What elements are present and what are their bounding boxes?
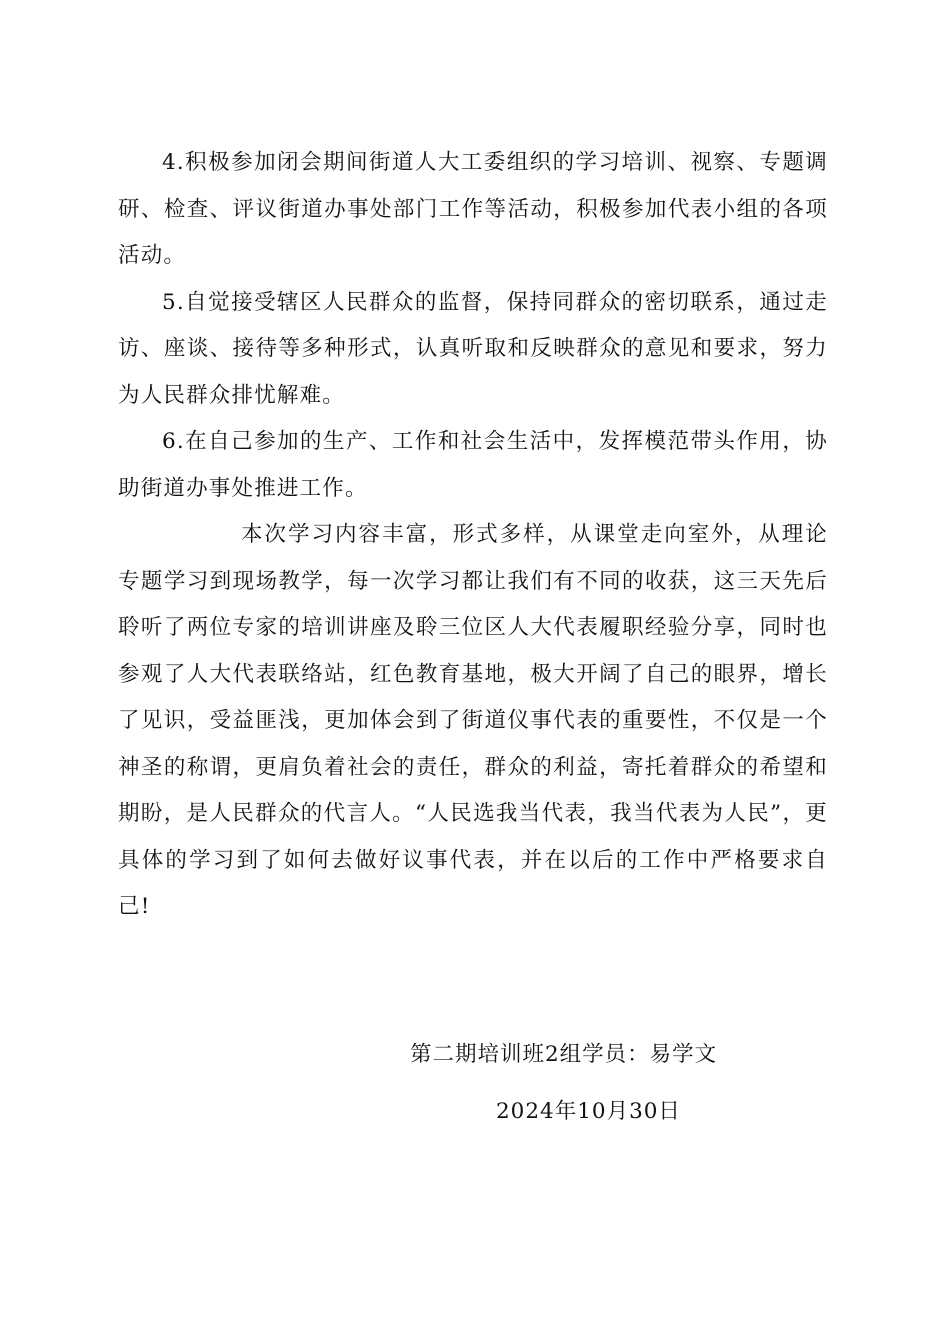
paragraph-item-4: 4.积极参加闭会期间街道人大工委组织的学习培训、视察、专题调研、检查、评议街道办事处部门工作等活动，积极参加代表小组的各项活动。 <box>118 150 828 268</box>
paragraph-item-6: 6.在自己参加的生产、工作和社会生活中，发挥模范带头作用，协助街道办事处推进工作。 <box>118 429 828 501</box>
paragraph-summary: 本次学习内容丰富，形式多样，从课堂走向室外，从理论专题学习到现场教学，每一次学习都让我们有不同的收获，这三天先后聆听了两位专家的培训讲座及聆三位区人大代表履职经验分享，同时也参观了人大代表联络站，红色教育基地，极大开阔了自己的眼界，增长了见识，受益匪浅，更加体会到了街道仪事代表的重要性，不仅是一个神圣的称谓，更肩负着社会的责任，群众的利益，寄托着群众的希望和期盼，是人民群众的代言人。“人民选我当代表，我当代表为人民”，更具体的学习到了如何去做好议事代表，并在以后的工作中严格要求自己! <box>118 522 828 919</box>
document-date: 2024年10月30日 <box>496 1099 681 1124</box>
signature-line: 第二期培训班2组学员：易学文 <box>410 1042 718 1067</box>
paragraph-item-5: 5.自觉接受辖区人民群众的监督，保持同群众的密切联系，通过走访、座谈、接待等多种形式，认真听取和反映群众的意见和要求，努力为人民群众排忧解难。 <box>118 289 828 408</box>
document-body <box>118 140 828 931</box>
